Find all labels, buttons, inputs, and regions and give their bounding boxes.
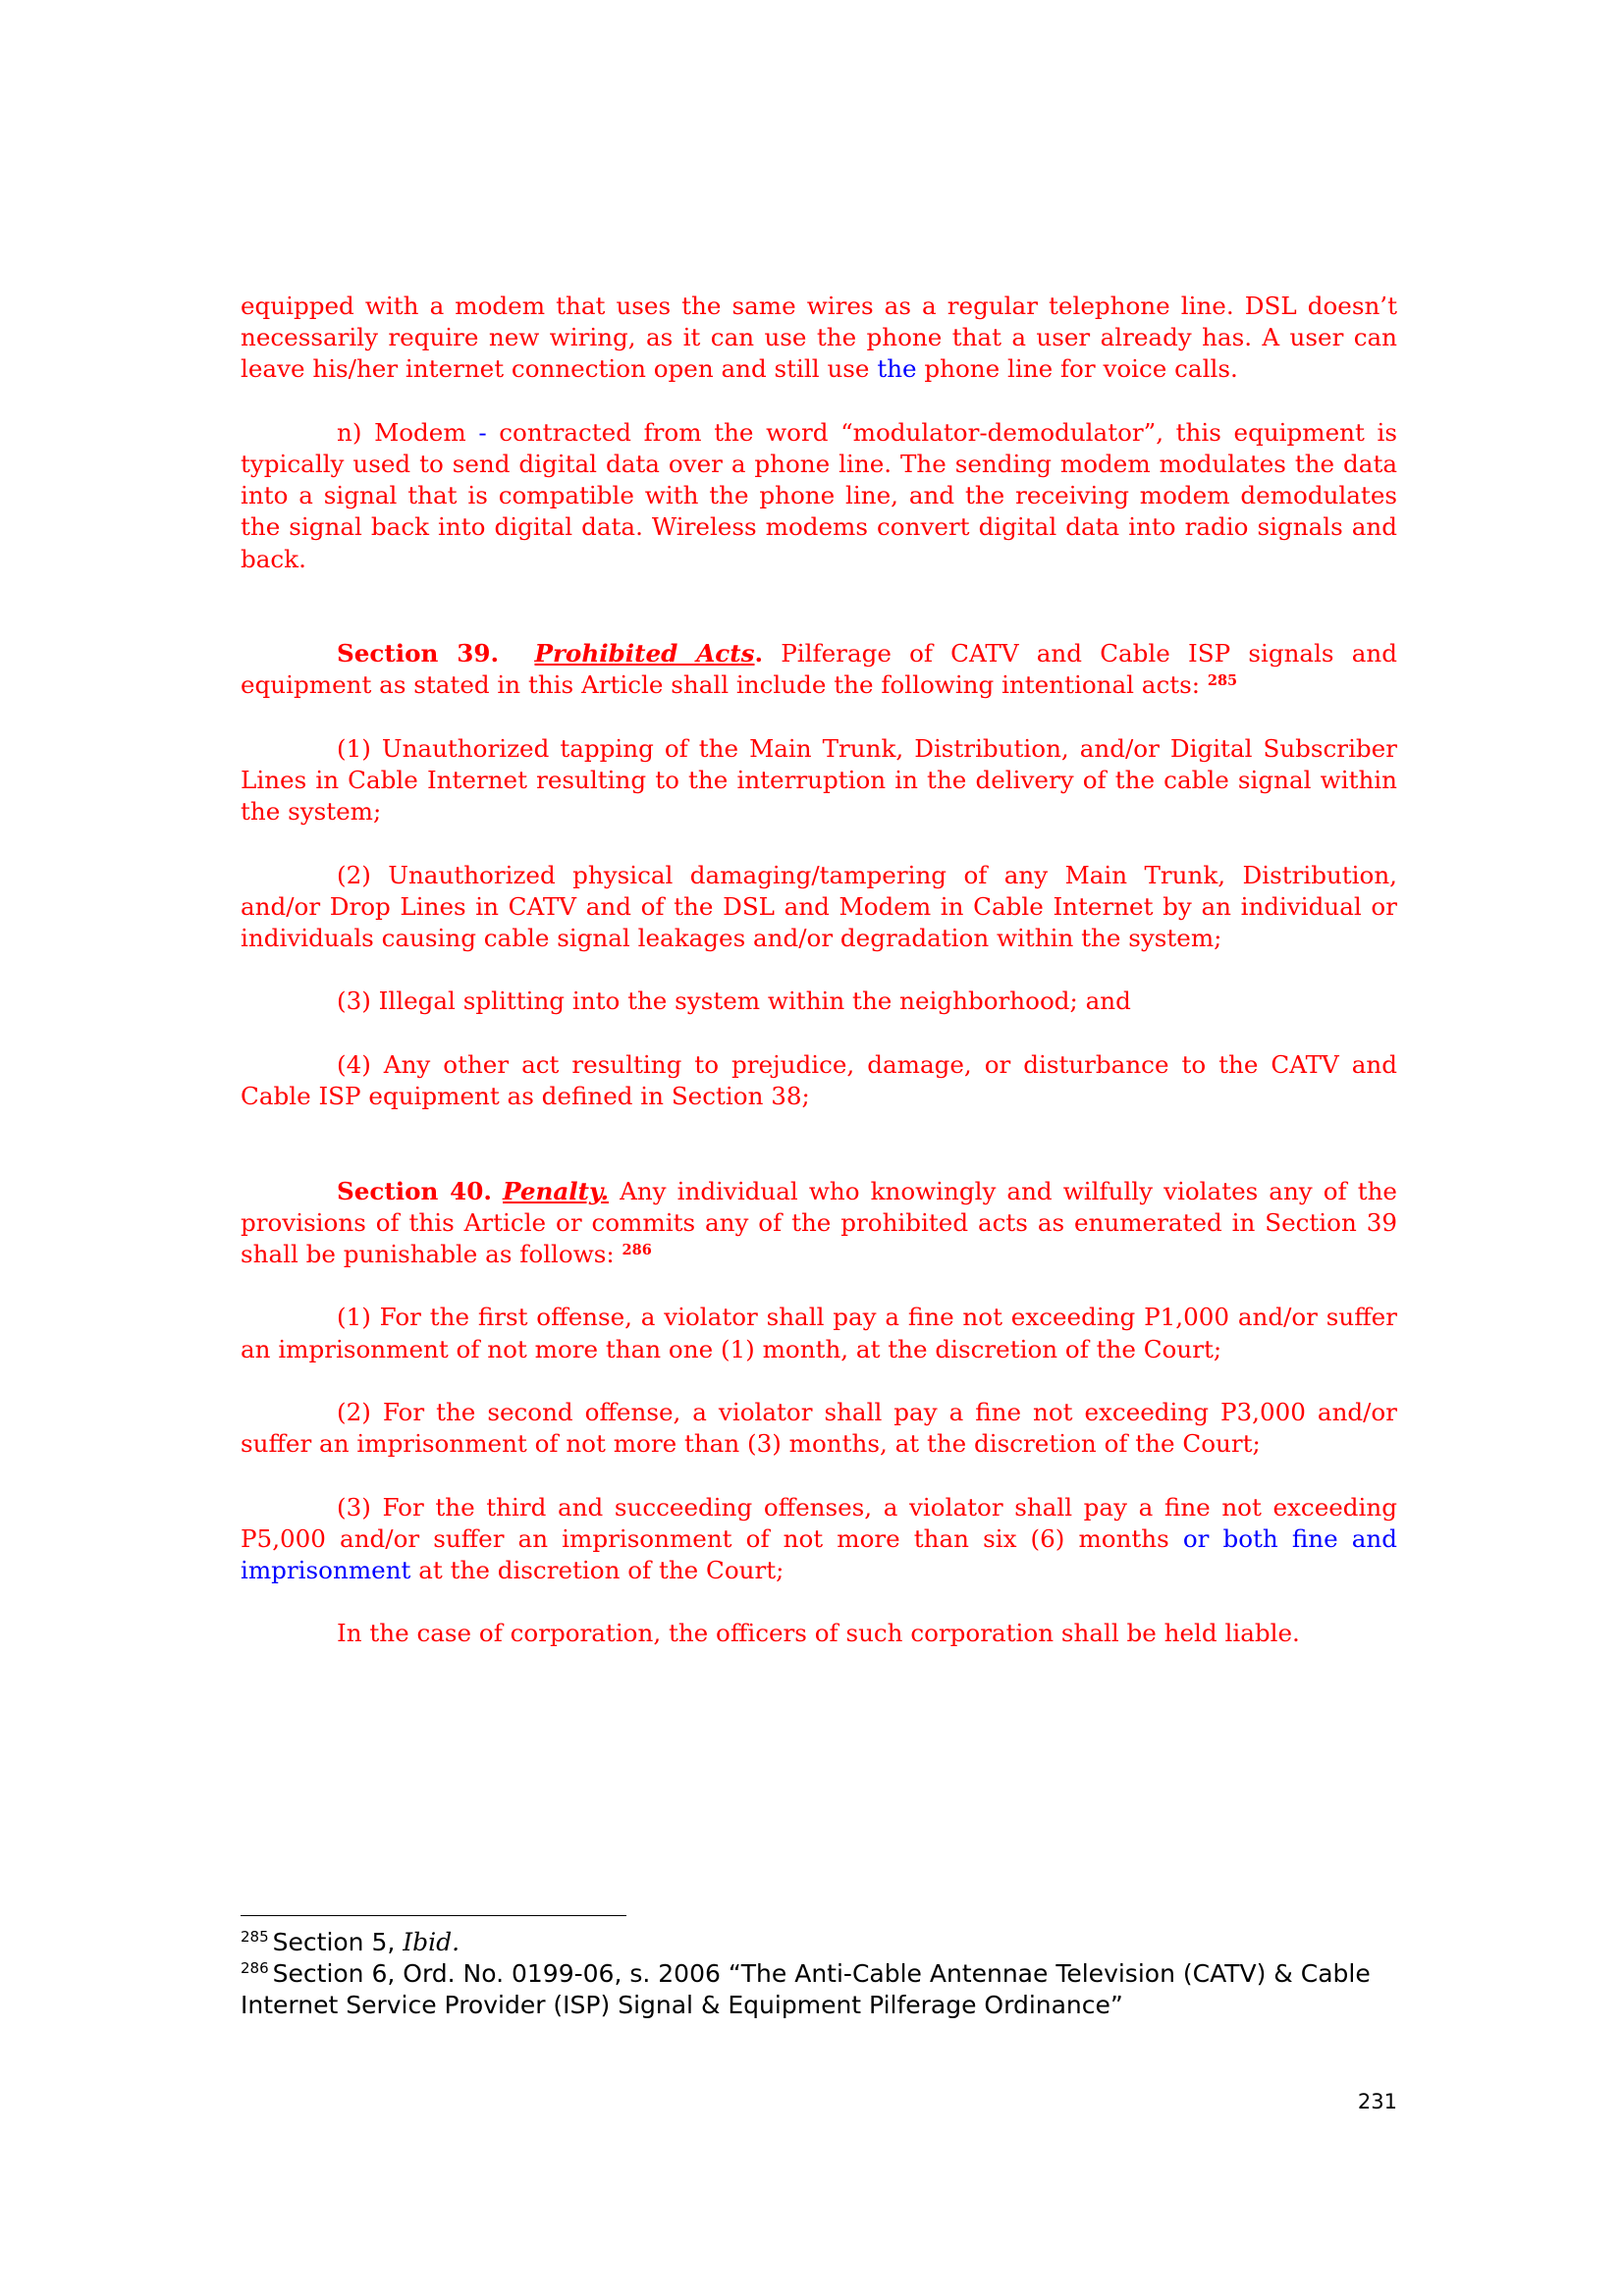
footnote-285-italic: Ibid.	[403, 1928, 460, 1956]
section-40-heading-paragraph	[241, 1176, 1397, 1271]
dsl-revised-word: the	[877, 354, 917, 384]
dsl-text-part-1: equipped with a modem that uses the same wires as a regular telephone line. DSL doesn’t necessarily require new wiring, as it can use the phone that a user already has. A user can leave his/her internet connection open and still use	[241, 292, 1397, 384]
page-number: 231	[1357, 2090, 1397, 2113]
section-40-item-2: (2) For the second offense, a violator shall pay a fine not exceeding P3,000 and/or suffer an imprisonment of not more than (3) months, at the discretion of the Court;	[241, 1397, 1397, 1459]
section-40-item-1: (1) For the first offense, a violator shall pay a fine not exceeding P1,000 and/or suffer an imprisonment of not more than one (1) month, at the discretion of the Court;	[241, 1303, 1397, 1363]
modem-term: n) Modem	[337, 417, 479, 447]
section-39-item-1: (1) Unauthorized tapping of the Main Trunk, Distribution, and/or Digital Subscriber Lines in Cable Internet resulting to the interruption in the delivery of the cable signal within the system;	[241, 733, 1397, 827]
section-40-number: Section 40.	[337, 1176, 492, 1205]
footnote-286	[241, 1958, 1397, 2021]
section-39-title-period: .	[754, 639, 764, 668]
section-40-title: Penalty.	[503, 1176, 610, 1205]
item-3-revised-text: or both fine and imprisonment	[241, 1523, 1397, 1584]
footnote-286-text: Section 6, Ord. No. 0199-06, s. 2006 “The Anti-Cable Antennae Television (CATV) & Cable Internet Service Provider (ISP) Signal & Equipment Pilferage Ordinance”	[241, 1959, 1371, 2019]
footnote-marker-286[interactable]: 286	[622, 1241, 652, 1258]
dsl-text-part-2: phone line for voice calls.	[916, 354, 1238, 384]
section-39-item-2: (2) Unauthorized physical damaging/tampering of any Main Trunk, Distribution, and/or Drop Lines in CATV and of the DSL and Modem in Cable Internet by an individual or individuals causing cable signal leakages and/or degradation within the system;	[241, 860, 1397, 952]
paragraph-dsl-continuation	[241, 291, 1397, 386]
section-39-item-4: (4) Any other act resulting to prejudice, damage, or disturbance to the CATV and Cable ISP equipment as defined in Section 38;	[241, 1049, 1397, 1110]
section-39-number: Section 39.	[337, 639, 500, 668]
section-spacer	[241, 607, 1397, 638]
footnote-285	[241, 1927, 1397, 1958]
footnote-285-ref: 285	[241, 1928, 269, 1946]
section-40-body: Any individual who knowingly and wilfully violates any of the provisions of this Article or commits any of the prohibited acts as enumerated in Section 39 shall be punishable as follows:	[241, 1176, 1397, 1268]
footnote-marker-285[interactable]: 285	[1207, 672, 1238, 690]
modem-definition-text: contracted from the word “modulator-demodulator”, this equipment is typically used to send digital data over a phone line. The sending modem modulates the data into a signal that is compatible with the phone line, and the receiving modem demodulates the signal back into digital data. Wireless modems convert digital data into radio signals and back.	[241, 417, 1397, 573]
section-40-item-3	[241, 1492, 1397, 1587]
footnote-285-text: Section 5,	[272, 1928, 404, 1956]
corporation-liability-paragraph: In the case of corporation, the officers of such corporation shall be held liable.	[337, 1619, 1300, 1648]
section-39-title: Prohibited Acts	[534, 639, 755, 668]
paragraph-modem-definition	[241, 417, 1397, 575]
footnote-separator	[241, 1915, 626, 1916]
section-39-item-3: (3) Illegal splitting into the system within the neighborhood; and	[337, 987, 1131, 1016]
modem-dash: -	[478, 417, 487, 447]
footnote-286-ref: 286	[241, 1959, 269, 1977]
item-3-text-part-2: at the discretion of the Court;	[410, 1555, 784, 1584]
section-39-heading-paragraph	[241, 638, 1397, 701]
body-text	[241, 291, 1397, 1682]
footnotes	[241, 1927, 1397, 2021]
section-spacer	[241, 1144, 1397, 1175]
item-3-text-part-1: (3) For the third and succeeding offenses, a violator shall pay a fine not exceeding P5,000 and/or suffer an imprisonment of not more than six (6) months	[241, 1492, 1397, 1553]
section-39-body: Pilferage of CATV and Cable ISP signals and equipment as stated in this Article shall include the following intentional acts:	[241, 639, 1397, 700]
